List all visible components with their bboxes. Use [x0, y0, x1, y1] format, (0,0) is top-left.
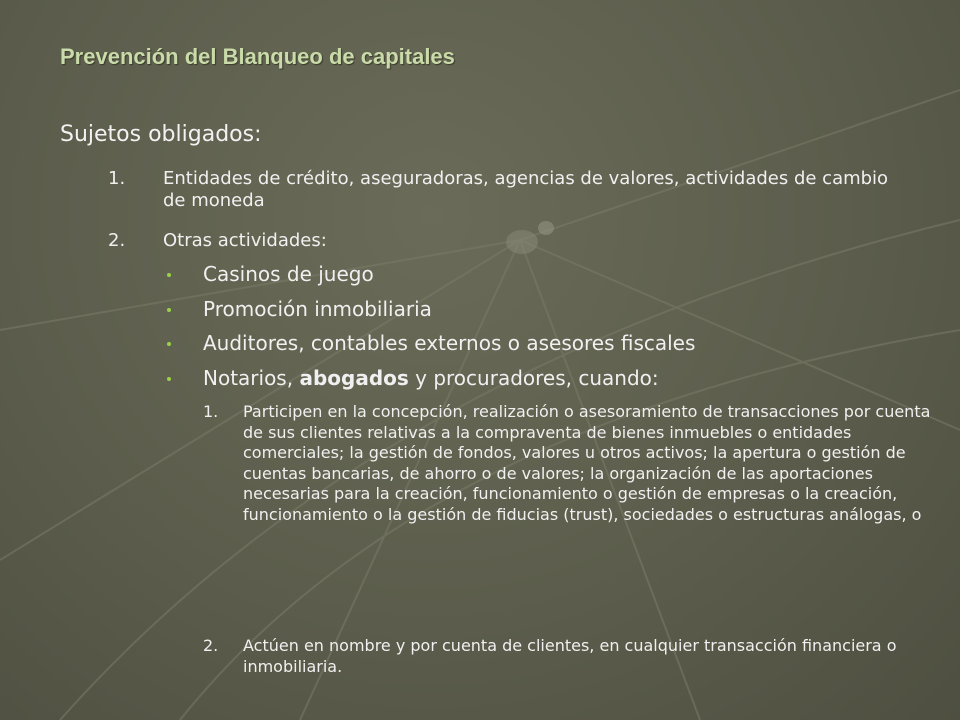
sub-item-number: 2.: [203, 636, 219, 655]
bullet-item: [163, 366, 923, 390]
sub-list-item: [203, 636, 943, 677]
slide-title: Prevención del Blanqueo de capitales: [60, 44, 455, 69]
item-text: Otras actividades:: [163, 230, 327, 251]
bullet-text: Auditores, contables externos o asesores fiscales: [203, 331, 696, 355]
item-number: 1.: [108, 168, 126, 189]
bullet-text: Promoción inmobiliaria: [203, 297, 432, 321]
sub-item-text: Participen en la concepción, realización o asesoramiento de transacciones por cuenta de sus clientes relativas a la compraventa de bienes inmuebles o entidades comerciales; la gestión de fondos, valores u otros activos; la apertura o gestión de cuentas bancarias, de ahorro o de valores; la organización de las aportaciones necesarias para la creación, funcionamiento o gestión de empresas o la creación, funcionamiento o la gestión de fiducias (trust), sociedades o estructuras análogas, o: [243, 402, 931, 524]
bullet-icon: [163, 297, 203, 321]
item-number: 2.: [108, 230, 126, 251]
bullet-text: [203, 366, 923, 390]
bullet-text-bold: abogados: [299, 366, 409, 390]
item-text: Entidades de crédito, aseguradoras, agencias de valores, actividades de cambio de moneda: [163, 168, 889, 211]
sub-list-item: [203, 402, 943, 525]
bullet-text-part: Notarios,: [203, 366, 300, 390]
bullet-icon: [163, 366, 203, 390]
bullet-item: [163, 331, 923, 355]
bullet-text: Casinos de juego: [203, 262, 374, 286]
bullet-icon: [163, 262, 203, 286]
sub-item-text: Actúen en nombre y por cuenta de clientes, en cualquier transacción financiera o inmobiliaria.: [243, 636, 897, 676]
bullet-item: [163, 262, 923, 286]
section-heading: Sujetos obligados:: [60, 122, 262, 147]
list-item: [108, 230, 908, 252]
bullet-text-part: y procuradores, cuando:: [408, 366, 659, 390]
bullet-icon: [163, 331, 203, 355]
list-item: [108, 168, 908, 212]
bullet-item: [163, 297, 923, 321]
sub-item-number: 1.: [203, 402, 219, 421]
